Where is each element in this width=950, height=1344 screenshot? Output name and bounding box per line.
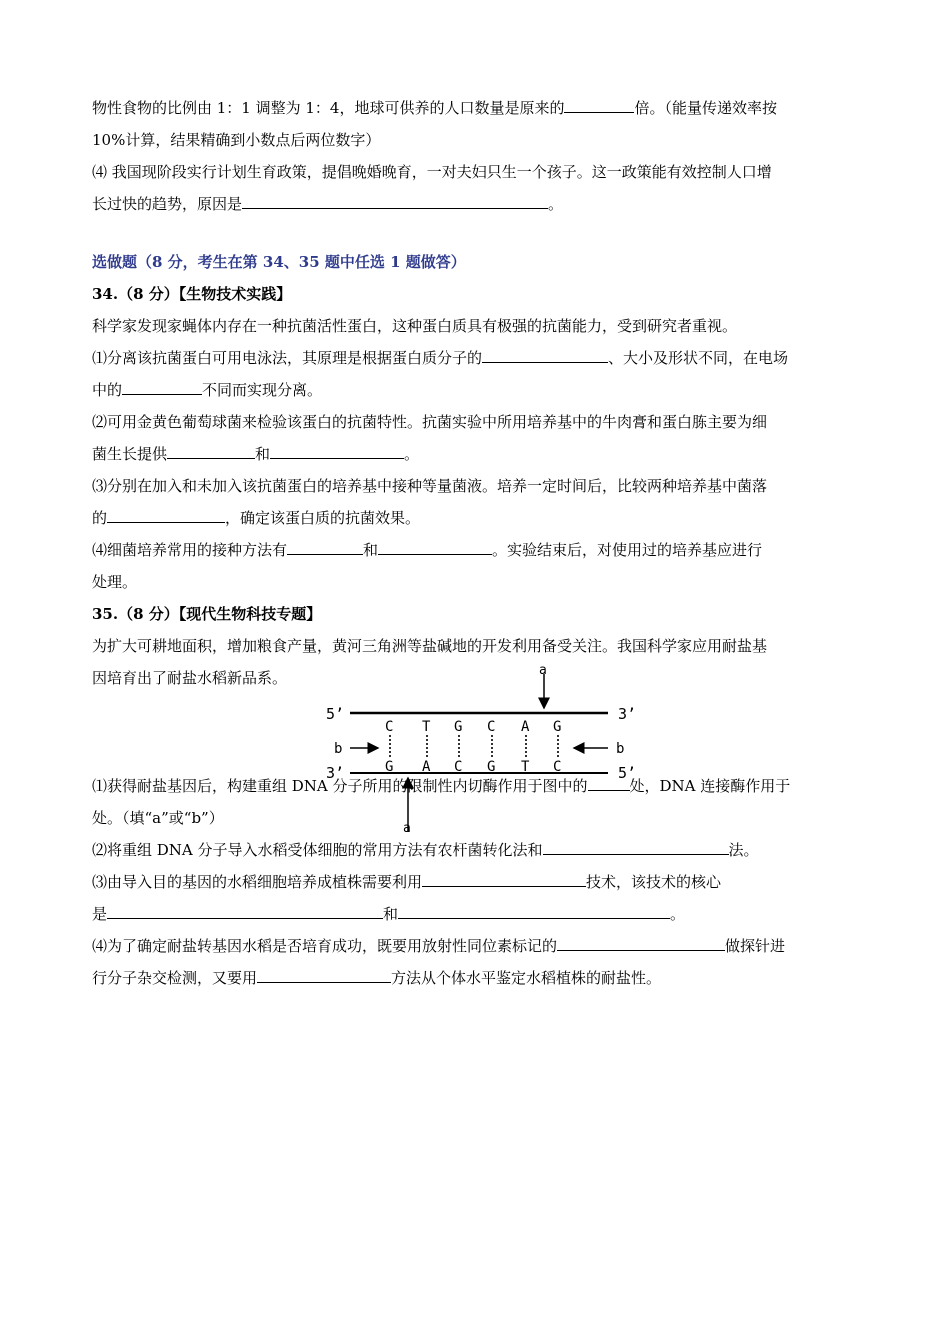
text-line: 处。（填“a”或“b”） — [92, 809, 224, 827]
answer-blank[interactable] — [543, 836, 729, 855]
text-line — [92, 92, 862, 124]
top-bases — [385, 719, 561, 735]
text-line — [92, 374, 862, 406]
top-3-prime: 3’ — [618, 705, 637, 723]
document-page — [92, 92, 862, 694]
text-line — [92, 534, 862, 566]
answer-blank[interactable] — [287, 536, 363, 555]
text: 的 — [92, 509, 108, 527]
text: 和 — [383, 905, 399, 923]
text-line: ⑷ 我国现阶段实行计划生育政策，提倡晚婚晚育，一对夫妇只生一个孩子。这一政策能有效控制人口增 — [92, 163, 772, 181]
text: ⑶由导入目的基因的水稻细胞培养成植株需要利用 — [92, 873, 423, 891]
text: 。 — [404, 445, 420, 463]
question-35-intro: 为扩大可耕地面积，增加粮食产量，黄河三角洲等盐碱地的开发利用备受关注。我国科学家应用耐盐基 — [92, 637, 768, 655]
text-line: 10%计算，结果精确到小数点后两位数字） — [92, 131, 381, 149]
answer-blank[interactable] — [107, 900, 383, 919]
text-line — [92, 188, 862, 220]
bottom-base: C — [454, 759, 463, 775]
text: 。 — [548, 195, 564, 213]
answer-blank[interactable] — [107, 504, 225, 523]
text-line — [92, 438, 862, 470]
elective-heading: 选做题（8 分，考生在第 34、35 题中任选 1 题做答） — [92, 253, 466, 271]
text: 。实验结束后，对使用过的培养基应进行 — [492, 541, 763, 559]
bottom-3-prime: 3’ — [326, 764, 345, 782]
text: 行分子杂交检测，又要用 — [92, 969, 258, 987]
text: ，确定该蛋白质的抗菌效果。 — [225, 509, 421, 527]
text-line — [92, 866, 862, 898]
answer-blank[interactable] — [242, 190, 548, 209]
text: ⑷细菌培养常用的接种方法有 — [92, 541, 288, 559]
label-a-bottom: a — [403, 821, 411, 836]
answer-blank[interactable] — [557, 932, 725, 951]
text: 技术，该技术的核心 — [586, 873, 722, 891]
text-line — [92, 930, 862, 962]
hydrogen-bonds — [390, 735, 558, 759]
label-b-right: b — [616, 741, 625, 757]
text-line: 处理。 — [92, 573, 138, 591]
top-base: C — [385, 719, 394, 735]
text-line — [92, 342, 862, 374]
top-base: T — [422, 719, 431, 735]
text: 不同而实现分离。 — [202, 381, 323, 399]
text: ⑷为了确定耐盐转基因水稻是否培育成功，既要用放射性同位素标记的 — [92, 937, 558, 955]
text: 。 — [670, 905, 686, 923]
text: 和 — [255, 445, 271, 463]
top-base: G — [553, 719, 562, 735]
bottom-base: A — [422, 759, 431, 775]
text: 倍。（能量传递效率按 — [634, 99, 777, 117]
top-base: C — [487, 719, 496, 735]
question-35-title: 35.（8 分）【现代生物科技专题】 — [92, 605, 322, 623]
bottom-base: C — [553, 759, 562, 775]
question-34-intro: 科学家发现家蝇体内存在一种抗菌活性蛋白，这种蛋白质具有极强的抗菌能力，受到研究者重视。 — [92, 317, 738, 335]
answer-blank[interactable] — [167, 440, 255, 459]
text: ⑵将重组 DNA 分子导入水稻受体细胞的常用方法有农杆菌转化法和 — [92, 841, 543, 859]
text-line — [92, 834, 862, 866]
text: 和 — [363, 541, 379, 559]
bottom-base: T — [521, 759, 530, 775]
answer-blank[interactable] — [378, 536, 492, 555]
text-line: ⑵可用金黄色葡萄球菌来检验该蛋白的抗菌特性。抗菌实验中所用培养基中的牛肉膏和蛋白胨主要为细 — [92, 413, 768, 431]
label-b-left: b — [334, 741, 343, 757]
text: 菌生长提供 — [92, 445, 168, 463]
text-line: ⑶分别在加入和未加入该抗菌蛋白的培养基中接种等量菌液。培养一定时间后，比较两种培养基中菌落 — [92, 477, 768, 495]
text: 、大小及形状不同，在电场 — [608, 349, 789, 367]
text: 是 — [92, 905, 108, 923]
text: 物性食物的比例由 1：1 调整为 1：4，地球可供养的人口数量是原来的 — [92, 99, 565, 117]
answer-blank[interactable] — [422, 868, 586, 887]
text-line — [92, 962, 862, 994]
top-base: G — [454, 719, 463, 735]
text: ⑴分离该抗菌蛋白可用电泳法，其原理是根据蛋白质分子的 — [92, 349, 483, 367]
text: ⑴获得耐盐基因后，构建重组 DNA 分子所用的限制性内切酶作用于图中的 — [92, 777, 588, 795]
answer-blank[interactable] — [564, 94, 634, 113]
text: 处，DNA 连接酶作用于 — [629, 777, 791, 795]
question-35-intro: 因培育出了耐盐水稻新品系。 — [92, 669, 288, 687]
text: 长过快的趋势，原因是 — [92, 195, 243, 213]
question-34-title: 34.（8 分）【生物技术实践】 — [92, 285, 292, 303]
text: 方法从个体水平鉴定水稻植株的耐盐性。 — [391, 969, 662, 987]
bottom-base: G — [487, 759, 496, 775]
text-line — [92, 898, 862, 930]
label-a-top: a — [539, 666, 547, 678]
top-base: A — [521, 719, 530, 735]
answer-blank[interactable] — [257, 964, 391, 983]
text: 中的 — [92, 381, 123, 399]
text-line — [92, 502, 862, 534]
answer-blank[interactable] — [482, 344, 608, 363]
top-5-prime: 5’ — [326, 705, 345, 723]
text: 做探针进 — [725, 937, 786, 955]
answer-blank[interactable] — [270, 440, 404, 459]
answer-blank[interactable] — [122, 376, 202, 395]
bottom-5-prime: 5’ — [618, 764, 637, 782]
text: 法。 — [728, 841, 759, 859]
dna-diagram — [318, 666, 658, 836]
answer-blank[interactable] — [398, 900, 670, 919]
bottom-base: G — [385, 759, 394, 775]
